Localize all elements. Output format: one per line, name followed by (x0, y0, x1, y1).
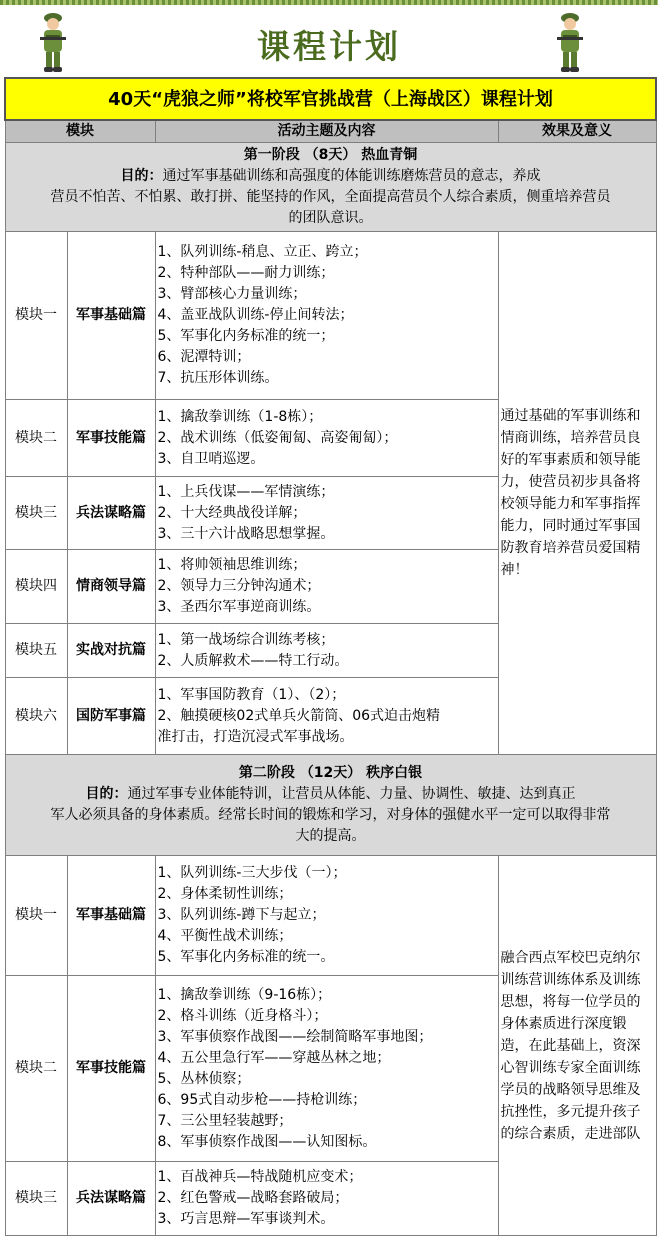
list-item: 1、擒敌拳训练（1-8栋）； (157, 408, 323, 425)
list-item: 3、队列训练-蹲下与起立； (157, 907, 326, 923)
list-item: 1、百战神兵—特战随机应变术； (157, 1169, 363, 1185)
module-name: 情商领导篇 (67, 550, 155, 624)
goal-line: 通过军事专业体能特训，让营员从体能、力量、协调性、敏捷、达到真正 (127, 786, 576, 802)
module-number: 模块三 (5, 477, 67, 550)
list-item: 2、战术训练（低姿匍匐、高姿匍匐）； (157, 429, 398, 446)
list-item: 2、身体柔韧性训练； (157, 886, 293, 902)
list-item: 6、95式自动步枪——持枪训练； (157, 1091, 367, 1108)
list-item: 6、泥潭特训； (157, 349, 251, 365)
list-item: 2、领导力三分钟沟通术； (157, 578, 321, 594)
module-name: 兵法谋略篇 (67, 1162, 155, 1236)
effect-text: 通过基础的军事训练和情商训练，培养营员良好的军事素质和领导能力，使营员初步具备将校领导能力和军事指挥能力，同时通过军事国防教育培养营员爱国精神！ (498, 232, 656, 755)
module-name: 军事技能篇 (67, 976, 155, 1162)
stage-heading: 第二阶段 （12天） 秩序白银 (238, 765, 423, 781)
module-name: 国防军事篇 (67, 678, 155, 755)
list-item: 2、红色警戒—战略套路破局； (157, 1190, 349, 1206)
column-header-module: 模块 (5, 120, 155, 143)
list-item: 1、擒敌拳训练（9-16栋）； (157, 986, 332, 1003)
list-item: 7、三公里轻装越野； (157, 1112, 293, 1129)
effect-text: 融合西点军校巴克纳尔训练营训练体系及训练思想，将每一位学员的身体素质进行深度锻造，在此基础上，资深心智训练专家全面训练学员的战略领导思维及抗挫性，多元提升孩子的综合素质，走进部队 (498, 856, 656, 1236)
stage-goal (8, 784, 654, 805)
list-item: 4、盖亚战队训练-停止间转法； (157, 307, 354, 323)
module-items (155, 232, 498, 400)
module-name: 实战对抗篇 (67, 624, 155, 678)
goal-line: 军人必须具备的身体素质。经常长时间的锻炼和学习，对身体的强健水平一定可以取得非常 (50, 807, 611, 823)
module-name: 军事基础篇 (67, 232, 155, 400)
column-header-effect: 效果及意义 (498, 120, 656, 143)
goal-label: 目的： (85, 786, 128, 802)
module-row (5, 232, 656, 400)
list-item: 8、军事侦察作战图——认知图标。 (157, 1133, 377, 1150)
list-item: 7、抗压形体训练。 (157, 370, 279, 386)
module-number: 模块三 (5, 1162, 67, 1236)
list-item: 2、人质解救术——特工行动。 (157, 652, 349, 669)
module-number: 模块四 (5, 550, 67, 624)
module-items (155, 856, 498, 976)
list-item: 3、三十六计战略思想掌握。 (157, 525, 335, 542)
module-name: 兵法谋略篇 (67, 477, 155, 550)
goal-line: 的团队意识。 (288, 210, 373, 226)
module-number: 模块五 (5, 624, 67, 678)
stage-heading: 第一阶段 （8天） 热血青铜 (243, 147, 418, 163)
camp-title: 40天“虎狼之师”将校军官挑战营（上海战区）课程计划 (5, 78, 656, 120)
list-item: 4、平衡性战术训练； (157, 928, 293, 944)
module-items (155, 678, 498, 755)
list-item: 3、臂部核心力量训练； (157, 286, 307, 302)
list-item: 2、特种部队——耐力训练； (157, 265, 335, 281)
goal-line: 大的提高。 (295, 828, 366, 844)
list-item: 4、五公里急行军——穿越丛林之地； (157, 1049, 391, 1066)
list-item: 1、将帅领袖思维训练； (157, 557, 307, 573)
goal-line: 营员不怕苦、不怕累、敢打拼、能坚持的作风，全面提高营员个人综合素质，侧重培养营员 (50, 189, 611, 205)
module-row (5, 856, 656, 976)
stage-goal (8, 166, 654, 187)
module-number: 模块一 (5, 232, 67, 400)
list-item: 3、自卫哨巡逻。 (157, 450, 265, 467)
module-name: 军事基础篇 (67, 856, 155, 976)
list-item: 2、十大经典战役详解； (157, 504, 307, 521)
module-items (155, 624, 498, 678)
list-item: 1、第一战场综合训练考核； (157, 631, 335, 648)
module-items (155, 550, 498, 624)
module-items (155, 1162, 498, 1236)
list-item: 1、上兵伐谋——军情演练； (157, 483, 335, 500)
module-items (155, 976, 498, 1162)
soldier-icon (554, 9, 586, 75)
list-item: 1、军事国防教育（1）、（2）； (157, 686, 346, 703)
module-items (155, 477, 498, 550)
module-number: 模块二 (5, 976, 67, 1162)
column-header-content: 活动主题及内容 (155, 120, 498, 143)
goal-line: 通过军事基础训练和高强度的体能训练磨炼营员的意志，养成 (162, 168, 541, 184)
list-item: 2、触摸硬核02式单兵火箭筒、06式迫击炮精 (157, 707, 441, 724)
course-plan-table (4, 77, 657, 1236)
module-number: 模块二 (5, 400, 67, 477)
module-items (155, 400, 498, 477)
module-name: 军事技能篇 (67, 400, 155, 477)
list-item: 1、队列训练-三大步伐（一）； (157, 865, 347, 881)
list-item: 5、丛林侦察； (157, 1070, 251, 1087)
list-item: 1、队列训练-稍息、立正、跨立； (157, 244, 368, 260)
list-item: 3、巧言思辩—军事谈判术。 (157, 1211, 335, 1227)
list-item: 2、格斗训练（近身格斗）； (157, 1007, 328, 1024)
module-number: 模块六 (5, 678, 67, 755)
module-number: 模块一 (5, 856, 67, 976)
page-title: 课程计划 (257, 27, 401, 66)
goal-label: 目的： (120, 168, 163, 184)
list-item: 3、圣西尔军事逆商训练。 (157, 599, 321, 615)
list-item: 5、军事化内务标准的统一； (157, 328, 335, 344)
stage-block (5, 143, 656, 232)
stage-block (5, 755, 656, 856)
list-item: 准打击，打造沉浸式军事战场。 (157, 728, 354, 745)
page-header (0, 5, 658, 77)
list-item: 5、军事化内务标准的统一。 (157, 949, 335, 965)
list-item: 3、军事侦察作战图——绘制简略军事地图； (157, 1028, 433, 1045)
